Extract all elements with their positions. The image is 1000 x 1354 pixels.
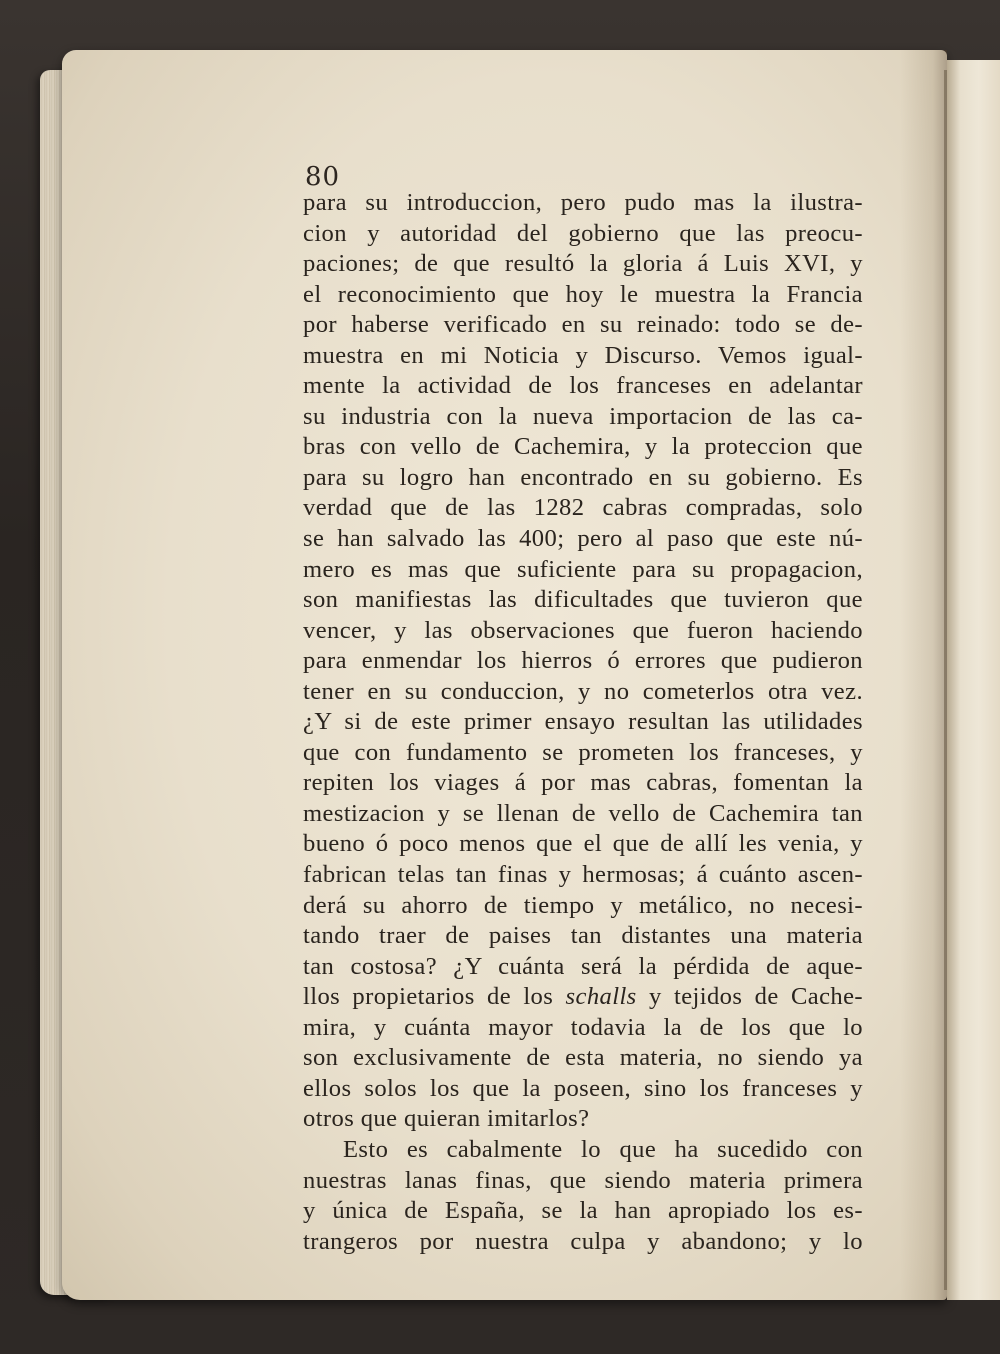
text-line-schalls — [303, 982, 863, 1013]
text-run: llos propietarios de los — [303, 983, 566, 1011]
text-line: fabrican telas tan finas y hermosas; á cuánto ascen- — [303, 861, 863, 889]
italic-word: schalls — [565, 983, 637, 1011]
facing-page — [947, 60, 1000, 1300]
text-line: paciones; de que resultó la gloria á Luis XVI, y — [303, 250, 863, 278]
text-line: otros que quieran imitarlos? — [303, 1105, 590, 1133]
text-line: por haberse verificado en su reinado: todo se de- — [303, 311, 863, 339]
text-line: el reconocimiento que hoy le muestra la Francia — [303, 280, 863, 308]
text-line: trangeros por nuestra culpa y abandono; y lo — [303, 1227, 863, 1255]
text-line: mente la actividad de los franceses en adelantar — [303, 372, 863, 400]
body-text — [303, 188, 863, 1257]
text-line: que con fundamento se prometen los franceses, y — [303, 738, 863, 766]
paragraph-start-line: Esto es cabalmente lo que ha sucedido con — [343, 1135, 863, 1163]
page-number: 80 — [305, 162, 341, 192]
text-line: tener en su conduccion, y no cometerlos otra vez. — [303, 677, 863, 705]
text-line: tando traer de paises tan distantes una materia — [303, 922, 863, 950]
text-line: tan costosa? ¿Y cuánta será la pérdida de aque- — [303, 952, 863, 980]
text-line: se han salvado las 400; pero al paso que este nú- — [303, 525, 863, 553]
text-line: su industria con la nueva importacion de las ca- — [303, 402, 863, 430]
text-line: mira, y cuánta mayor todavia la de los que lo — [303, 1013, 863, 1041]
text-line: verdad que de las 1282 cabras compradas, solo — [303, 494, 863, 522]
text-line: para su introduccion, pero pudo mas la ilustra- — [303, 189, 863, 216]
text-line: son exclusivamente de esta materia, no siendo ya — [303, 1044, 863, 1072]
text-run: y tejidos de Cache- — [636, 983, 863, 1011]
text-line: para su logro han encontrado en su gobierno. Es — [303, 463, 863, 491]
text-line: derá su ahorro de tiempo y metálico, no necesi- — [303, 891, 863, 919]
text-line: para enmendar los hierros ó errores que pudieron — [303, 647, 863, 675]
text-line: mestizacion y se llenan de vello de Cachemira tan — [303, 799, 863, 827]
text-line: muestra en mi Noticia y Discurso. Vemos igual- — [303, 341, 863, 369]
text-line: cion y autoridad del gobierno que las preocu- — [303, 219, 863, 247]
text-line: y única de España, se la han apropiado los es- — [303, 1197, 863, 1225]
text-line: ¿Y si de este primer ensayo resultan las utilidades — [303, 708, 863, 736]
text-line: vencer, y las observaciones que fueron haciendo — [303, 616, 863, 644]
text-line: repiten los viages á por mas cabras, fomentan la — [303, 769, 863, 797]
text-line: son manifiestas las dificultades que tuvieron que — [303, 586, 863, 614]
text-line: bras con vello de Cachemira, y la proteccion que — [303, 433, 863, 461]
text-line: ellos solos los que la poseen, sino los franceses y — [303, 1074, 863, 1102]
text-line: mero es mas que suficiente para su propagacion, — [303, 555, 863, 583]
text-line: nuestras lanas finas, que siendo materia primera — [303, 1166, 863, 1194]
text-line: bueno ó poco menos que el que de allí les venia, y — [303, 830, 863, 858]
